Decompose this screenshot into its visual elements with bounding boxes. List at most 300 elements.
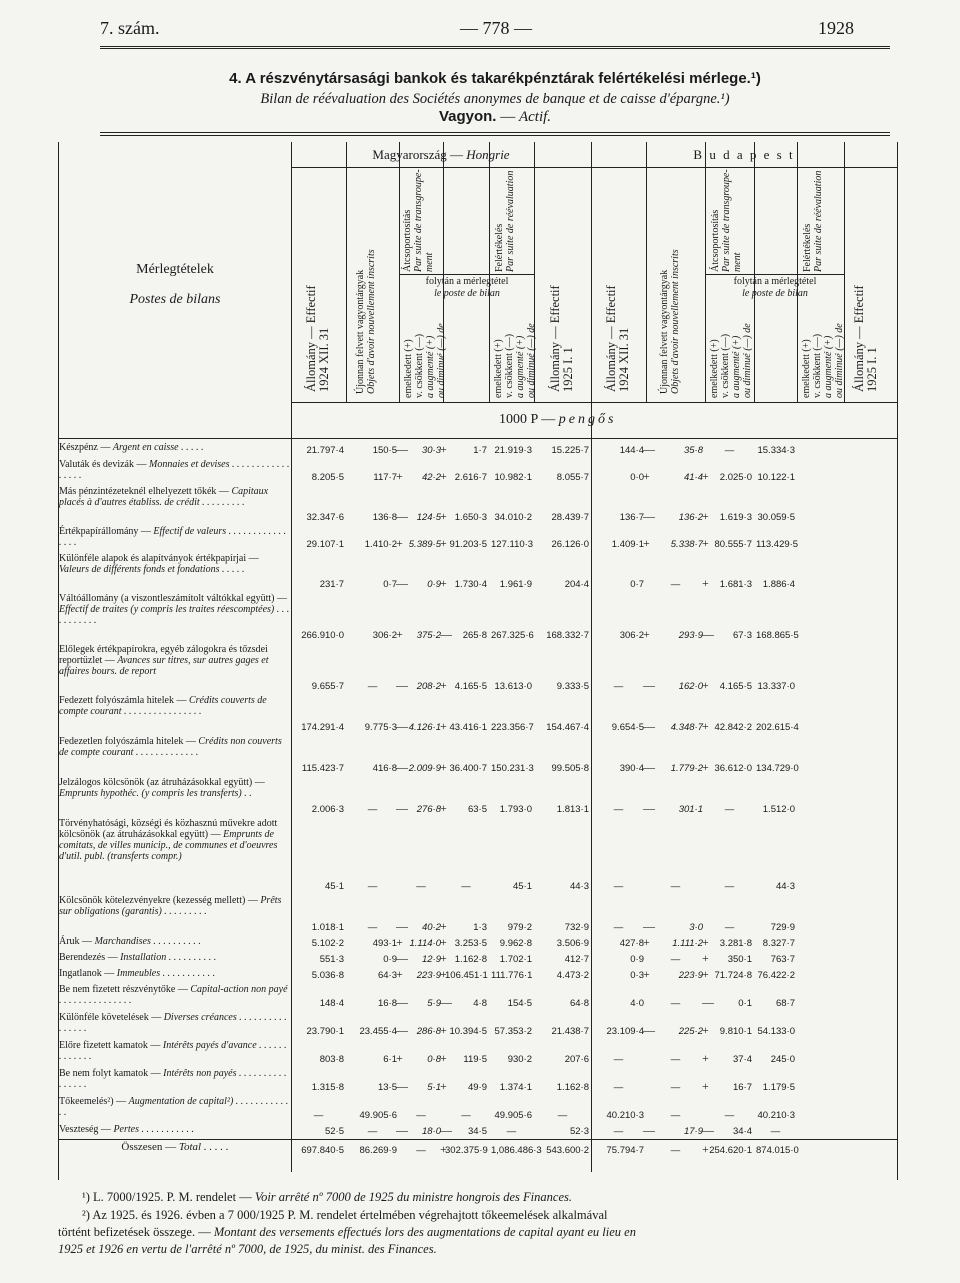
col-bp-change-2: emelkedett (+) v. csökkent (—) a augmenté (+) ou diminué (—) de	[801, 323, 845, 398]
row-label-fr: Effectif de traites (y compris les traites réescomptées) . . . . . . . . . . .	[59, 604, 290, 626]
table-cell: 1.730·4	[454, 579, 487, 590]
table-cell: 293·9	[678, 630, 703, 641]
sign-mark: +	[440, 719, 447, 733]
table-cell: 231·7	[319, 579, 344, 590]
table-cell: 42.842·2	[714, 722, 752, 733]
grid-line	[646, 142, 647, 402]
table-cell: 763·7	[770, 954, 795, 965]
table-cell: 8.055·7	[556, 472, 589, 483]
row-label-fr: Emprunts de comitats, de villes municip., de communes et d'oeuvres d'util. publ. (transferts compr.)	[59, 829, 278, 862]
table-cell: 13.337·0	[757, 681, 795, 692]
sign-mark: +	[440, 760, 447, 774]
row-label-hu: Előlegek értékpapírokra, egyéb zálogokra és tőzsdei reportüzlet —	[59, 644, 268, 666]
row-label-fr: Capital-action non payé . . . . . . . . . . . . . . .	[59, 984, 288, 1006]
row-label-fr: Capitaux placés à d'autres établiss. de crédit . . . . . . . . .	[59, 486, 269, 508]
table-cell: 5.102·2	[311, 938, 344, 949]
table-cell: 21.438·7	[551, 1026, 589, 1037]
sign-mark: +	[702, 469, 709, 483]
row-label-hu: Be nem fizetett részvénytőke —	[59, 984, 191, 995]
table-cell: —	[461, 1110, 471, 1121]
table-cell: 0·9	[383, 954, 397, 965]
table-cell: 223·9	[416, 970, 441, 981]
table-cell: 5·1	[427, 1082, 441, 1093]
table-cell: 286·8	[416, 1026, 441, 1037]
col-change-2: emelkedett (+) v. csökkent (—) a augmenté (+) ou diminué (—) de	[493, 323, 537, 398]
table-row	[59, 1096, 897, 1121]
subhead-bp-poste: folytán a mérlegtétel le poste de bilan	[733, 276, 817, 299]
table-row	[59, 1012, 897, 1037]
table-cell: 49·9	[467, 1082, 487, 1093]
col-revaluation: Felértékelés Par suite de réévaluation	[494, 170, 516, 272]
section-title-hu: Vagyon.	[438, 108, 497, 125]
table-cell: 9.655·7	[311, 681, 344, 692]
table-cell: 803·8	[319, 1054, 344, 1065]
table-cell: 52·3	[569, 1126, 589, 1137]
row-label	[59, 1040, 291, 1062]
table-cell: 9.962·8	[499, 938, 532, 949]
row-label	[59, 1068, 291, 1090]
table-cell: 113.429·5	[756, 539, 799, 550]
header-rule	[100, 46, 890, 47]
sign-mark: —	[440, 995, 452, 1009]
table-cell: 44·3	[775, 881, 795, 892]
table-cell: —	[367, 881, 378, 892]
row-label	[59, 1124, 291, 1135]
col-change-1: emelkedett (+) v. csökkent (—) a augmenté (+) ou diminué (—) de	[403, 323, 447, 398]
sign-mark: +	[643, 967, 650, 981]
sign-mark: +	[440, 1142, 447, 1156]
table-cell: 23.790·1	[306, 1026, 344, 1037]
table-cell: —	[613, 881, 624, 892]
table-cell: 16·7	[732, 1082, 752, 1093]
table-cell: 30·3	[421, 445, 441, 456]
row-label	[59, 644, 291, 677]
sign-mark: —	[396, 951, 408, 965]
table-cell: 1.779·2	[670, 763, 703, 774]
row-label	[59, 984, 291, 1006]
grid-line	[291, 402, 897, 403]
col-allomany-1925: Állomány — Effectif 1925 I. 1	[548, 285, 575, 392]
row-label	[59, 442, 291, 453]
table-cell: 729·9	[770, 922, 795, 933]
sign-mark: +	[440, 469, 447, 483]
table-cell: 1.111·2	[672, 938, 703, 949]
table-cell: 45·1	[324, 881, 344, 892]
row-label-hu: Készpénz —	[59, 442, 113, 453]
sign-mark: +	[702, 678, 709, 692]
table-cell: —	[670, 954, 681, 965]
row-label	[59, 818, 291, 862]
table-cell: 2.009·9	[408, 763, 441, 774]
table-cell: 3.281·8	[719, 938, 752, 949]
table-row	[59, 695, 897, 733]
table-cell: 1.702·1	[499, 954, 532, 965]
sign-mark: +	[643, 935, 650, 949]
table-cell: 390·4	[619, 763, 644, 774]
year: 1928	[818, 18, 854, 38]
table-cell: —	[506, 1126, 517, 1137]
sign-mark: +	[396, 536, 403, 550]
header-rule-2	[100, 48, 890, 49]
table-cell: —	[724, 1110, 735, 1121]
table-cell: 207·6	[564, 1054, 589, 1065]
table-cell: 168.332·7	[546, 630, 589, 641]
table-cell: —	[724, 804, 735, 815]
table-cell: 5.338·7	[670, 539, 703, 550]
table-cell: —	[670, 998, 681, 1009]
table-cell: 40.210·3	[606, 1110, 644, 1121]
table-cell: 34·4	[732, 1126, 752, 1137]
row-label-hu: Ingatlanok —	[59, 968, 117, 979]
table-cell: 17·9	[683, 1126, 703, 1137]
table-cell: 416·8	[372, 763, 397, 774]
sign-mark: +	[702, 967, 709, 981]
sign-mark: —	[396, 760, 408, 774]
table-cell: —	[724, 445, 735, 456]
col-transgroup: Átcsoportosítás Par suite de transgroupe- ment	[402, 169, 435, 272]
table-cell: —	[670, 1110, 681, 1121]
sign-mark: —	[396, 576, 408, 590]
row-label	[59, 553, 291, 575]
sign-mark: +	[440, 935, 447, 949]
table-cell: 3.253·5	[454, 938, 487, 949]
table-cell: 13.613·0	[494, 681, 532, 692]
grid-line	[399, 274, 534, 275]
table-cell: —	[461, 881, 471, 892]
sign-mark: +	[702, 1023, 709, 1037]
row-label-hu: Tőkeemelés²) —	[59, 1096, 129, 1107]
grid-line	[705, 274, 844, 275]
table-cell: 18·0	[421, 1126, 441, 1137]
col-bp-allomany-1924: Állomány — Effectif 1924 XII. 31	[604, 285, 631, 392]
row-label-fr: Installation . . . . . . . . . .	[120, 952, 217, 963]
col-bp-new-objects: Újonnan felvett vagyontárgyak Objets d'avoir nouvellement inscrits	[659, 249, 681, 394]
section-title-fr: Actif.	[518, 109, 552, 125]
sign-mark: +	[702, 935, 709, 949]
sign-mark: +	[643, 627, 650, 641]
table-cell: 1.374·1	[499, 1082, 532, 1093]
table-cell: 63·5	[467, 804, 487, 815]
row-label-fr: Diverses créances . . . . . . . . . . . . . . . .	[59, 1012, 287, 1034]
sign-mark: —	[396, 442, 408, 456]
sign-mark: +	[702, 951, 709, 965]
table-cell: 40.210·3	[757, 1110, 795, 1121]
table-cell: 75.794·7	[606, 1145, 644, 1156]
table-cell: 8.205·5	[311, 472, 344, 483]
sign-mark: —	[643, 1023, 655, 1037]
table-cell: —	[367, 922, 378, 933]
table-cell: 1.793·0	[499, 804, 532, 815]
sign-mark: +	[702, 509, 709, 523]
table-cell: 5.389·5	[408, 539, 441, 550]
row-label	[59, 736, 291, 758]
table-cell: 40·2	[421, 922, 441, 933]
table-cell: 1.179·5	[762, 1082, 795, 1093]
sign-mark: —	[643, 919, 655, 933]
table-cell: 4.165·5	[454, 681, 487, 692]
issue-number: 7. szám.	[100, 18, 160, 38]
sign-mark: +	[702, 1079, 709, 1093]
table-cell: 276·8	[416, 804, 441, 815]
sign-mark: —	[440, 1123, 452, 1137]
table-cell: 223·9	[678, 970, 703, 981]
table-cell: 106.451·1	[445, 970, 488, 981]
table-cell: 111.776·1	[491, 970, 533, 981]
table-cell: 68·7	[775, 998, 795, 1009]
table-row	[59, 1068, 897, 1093]
table-cell: 202.615·4	[756, 722, 799, 733]
row-label-fr: Crédits couverts de compte courant . . . . . . . . . . . . . . . .	[59, 695, 267, 717]
table-cell: 0·0	[630, 472, 644, 483]
table-cell: 1,086.486·3	[491, 1145, 542, 1156]
row-label-fr: Avances sur titres, sur autres gages et affaires bours. de report	[59, 655, 269, 677]
table-cell: 16·8	[377, 998, 397, 1009]
sign-mark: +	[440, 951, 447, 965]
sign-mark: +	[702, 536, 709, 550]
table-cell: 23.109·4	[606, 1026, 644, 1037]
table-row	[59, 777, 897, 815]
table-cell: 254.620·1	[709, 1145, 752, 1156]
sign-mark: +	[440, 801, 447, 815]
table-cell: 1.162·8	[454, 954, 487, 965]
sign-mark: +	[396, 469, 403, 483]
table-cell: 0·3	[630, 970, 644, 981]
sign-mark: —	[440, 627, 452, 641]
total-rule	[59, 1139, 897, 1140]
table-row	[59, 818, 897, 892]
table-cell: 1.813·1	[556, 804, 589, 815]
balance-table	[58, 142, 898, 1180]
table-cell: 28.439·7	[551, 512, 589, 523]
table-cell: 10.394·5	[449, 1026, 487, 1037]
group-hungary-fr: Hongrie	[466, 147, 510, 162]
table-cell: 134.729·0	[756, 763, 799, 774]
row-label-hu: Értékpapírállomány —	[59, 526, 154, 537]
table-cell: —	[313, 1110, 324, 1121]
sign-mark: —	[396, 509, 408, 523]
sign-mark: —	[396, 919, 408, 933]
table-cell: 124·5	[416, 512, 441, 523]
table-cell: 412·7	[564, 954, 589, 965]
table-cell: 979·2	[507, 922, 532, 933]
table-cell: 2.006·3	[311, 804, 344, 815]
table-cell: 9.333·5	[556, 681, 589, 692]
sign-mark: +	[440, 1051, 447, 1065]
sign-mark: +	[440, 509, 447, 523]
row-label-hu: Valuták és devizák —	[59, 459, 149, 470]
row-label-fr: Pertes . . . . . . . . . . .	[113, 1124, 194, 1135]
sign-mark: —	[702, 995, 714, 1009]
table-cell: 306·2	[372, 630, 397, 641]
table-cell: 26.126·0	[551, 539, 589, 550]
row-label	[59, 1142, 291, 1153]
table-cell: 0·1	[738, 998, 752, 1009]
table-cell: 4.348·7	[670, 722, 703, 733]
table-cell: —	[724, 881, 735, 892]
page-number: — 778 —	[460, 18, 532, 38]
table-cell: 36.612·0	[714, 763, 752, 774]
table-cell: 80.555·7	[714, 539, 752, 550]
sign-mark: +	[440, 1079, 447, 1093]
table-cell: 71.724·8	[714, 970, 752, 981]
col-bp-revaluation: Felértékelés Par suite de réévaluation	[802, 170, 824, 272]
row-label	[59, 593, 291, 626]
table-cell: 12·9	[421, 954, 441, 965]
row-label-fr: Augmentation de capital²) . . . . . . . . . . . . .	[59, 1096, 289, 1118]
row-label	[59, 895, 291, 917]
table-cell: 150·5	[372, 445, 397, 456]
total-row	[59, 1142, 897, 1156]
sign-mark: +	[440, 536, 447, 550]
table-cell: —	[416, 1145, 426, 1156]
sign-mark: +	[396, 627, 403, 641]
sign-mark: —	[702, 1123, 714, 1137]
table-cell: 266.910·0	[301, 630, 344, 641]
sign-mark: +	[440, 678, 447, 692]
table-cell: 1.650·3	[454, 512, 487, 523]
row-label-hu: Be nem folyt kamatok —	[59, 1068, 164, 1079]
table-cell: —	[367, 1126, 378, 1137]
table-cell: 1.961·9	[499, 579, 532, 590]
table-cell: 4.126·1	[408, 722, 441, 733]
row-label-hu: Fedezetlen folyószámla hitelek —	[59, 736, 199, 747]
row-label-fr: Crédits non couverts de compte courant . . . . . . . . . . . . .	[59, 736, 282, 758]
table-cell: 1.886·4	[762, 579, 795, 590]
row-label-hu: Törvényhatósági, községi és közhasznú művekre adott kölcsönök (az átruházásokkal együtt) —	[59, 818, 278, 840]
sign-mark: —	[702, 627, 714, 641]
table-cell: 208·2	[416, 681, 441, 692]
table-cell: 6·1	[383, 1054, 397, 1065]
table-cell: 9.775·3	[364, 722, 397, 733]
table-cell: —	[670, 1145, 681, 1156]
table-cell: 1.114·0	[409, 938, 441, 949]
table-cell: 136·7	[619, 512, 644, 523]
row-label	[59, 695, 291, 717]
row-label-hu: Összesen —	[121, 1141, 179, 1153]
sign-mark: —	[396, 1023, 408, 1037]
table-cell: 174.291·4	[301, 722, 344, 733]
table-cell: 2.616·7	[454, 472, 487, 483]
row-label-hu: Fedezett folyószámla hitelek —	[59, 695, 189, 706]
sign-mark: +	[440, 442, 447, 456]
row-label-fr: Intérêts payés d'avance . . . . . . . . . . . . .	[59, 1040, 287, 1062]
sign-mark: +	[702, 1051, 709, 1065]
table-cell: 52·5	[324, 1126, 344, 1137]
table-cell: —	[367, 681, 378, 692]
row-label	[59, 936, 291, 947]
row-label-fr: Emprunts hypothéc. (y compris les transferts) . .	[59, 788, 252, 799]
table-cell: —	[670, 881, 681, 892]
table-cell: 930·2	[507, 1054, 532, 1065]
footnote-2c: 1925 et 1926 en vertu de l'arrêté nº 7000, de 1925, du minist. des Finances.	[58, 1242, 437, 1256]
table-cell: 54.133·0	[757, 1026, 795, 1037]
table-row	[59, 936, 897, 949]
table-cell: 3.506·9	[556, 938, 589, 949]
table-cell: 2.025·0	[719, 472, 752, 483]
table-row	[59, 1040, 897, 1065]
sign-mark: +	[396, 967, 403, 981]
table-cell: —	[613, 922, 624, 933]
table-cell: 35·8	[683, 445, 703, 456]
table-cell: 9.810·1	[719, 1026, 752, 1037]
table-cell: 127.110·3	[491, 539, 534, 550]
table-title-hu: 4. A részvénytársasági bankok és takarékpénztárak felértékelési mérlege.¹)	[229, 70, 761, 87]
table-cell: 34·5	[467, 1126, 487, 1137]
row-label-hu: Berendezés —	[59, 952, 121, 963]
sign-mark: —	[643, 801, 655, 815]
col-bp-transgroup: Átcsoportosítás Par suite de transgroupe- ment	[710, 169, 743, 272]
sign-mark: —	[396, 1123, 408, 1137]
table-row	[59, 593, 897, 641]
table-cell: 64·3	[377, 970, 397, 981]
table-cell: 302.375·9	[445, 1145, 488, 1156]
group-hungary	[291, 147, 591, 163]
table-cell: 8.327·7	[762, 938, 795, 949]
table-cell: —	[670, 1082, 681, 1093]
table-cell: 10.982·1	[494, 472, 532, 483]
table-cell: —	[613, 1082, 624, 1093]
table-cell: 32.347·6	[306, 512, 344, 523]
table-cell: —	[367, 804, 378, 815]
table-cell: 427·8	[619, 938, 644, 949]
row-label-fr: Total . . . . .	[178, 1141, 229, 1153]
table-cell: 37·4	[732, 1054, 752, 1065]
table-cell: 136·8	[372, 512, 397, 523]
table-cell: 204·4	[564, 579, 589, 590]
table-cell: 4.165·5	[719, 681, 752, 692]
table-cell: —	[613, 804, 624, 815]
group-hungary-hu: Magyarország —	[372, 147, 467, 162]
table-cell: 42·2	[421, 472, 441, 483]
table-cell: 115.423·7	[301, 763, 344, 774]
table-cell: 0·9	[427, 579, 441, 590]
sign-mark: +	[702, 1142, 709, 1156]
table-row	[59, 442, 897, 456]
table-cell: 36.400·7	[449, 763, 487, 774]
sign-mark: +	[440, 967, 447, 981]
table-cell: 162·0	[678, 681, 703, 692]
table-row	[59, 984, 897, 1009]
table-cell: 543.600·2	[546, 1145, 589, 1156]
grid-line	[754, 142, 755, 402]
row-label-hu: Más pénzintézeteknél elhelyezett tőkék —	[59, 486, 232, 497]
table-cell: 34.010·2	[494, 512, 532, 523]
sign-mark: +	[643, 536, 650, 550]
table-cell: 1.409·1	[611, 539, 644, 550]
table-cell: 4.473·2	[556, 970, 589, 981]
table-row	[59, 486, 897, 523]
table-cell: 29.107·1	[306, 539, 344, 550]
table-cell: 49.905·6	[494, 1110, 532, 1121]
table-cell: 9.654·5	[611, 722, 644, 733]
table-cell: 3·0	[689, 922, 703, 933]
table-cell: 267.325·6	[491, 630, 534, 641]
table-cell: 375·2	[416, 630, 441, 641]
table-cell: —	[670, 579, 681, 590]
table-cell: 43.416·1	[449, 722, 487, 733]
row-label-hu: Váltóállomány (a viszontleszámítolt váltókkal együtt) —	[59, 593, 287, 604]
table-cell: 117·7	[373, 472, 397, 483]
table-cell: 91.203·5	[449, 539, 487, 550]
row-label-fr: Valeurs de différents fonds et fondations . . . . .	[59, 564, 245, 575]
table-cell: 49.905·6	[359, 1110, 397, 1121]
table-cell: 0·7	[630, 579, 644, 590]
table-cell: —	[613, 1126, 624, 1137]
table-cell: 21.919·3	[494, 445, 532, 456]
table-cell: 45·1	[512, 881, 532, 892]
sign-mark: —	[643, 442, 655, 456]
row-label-fr: Marchandises . . . . . . . . . .	[94, 936, 201, 947]
